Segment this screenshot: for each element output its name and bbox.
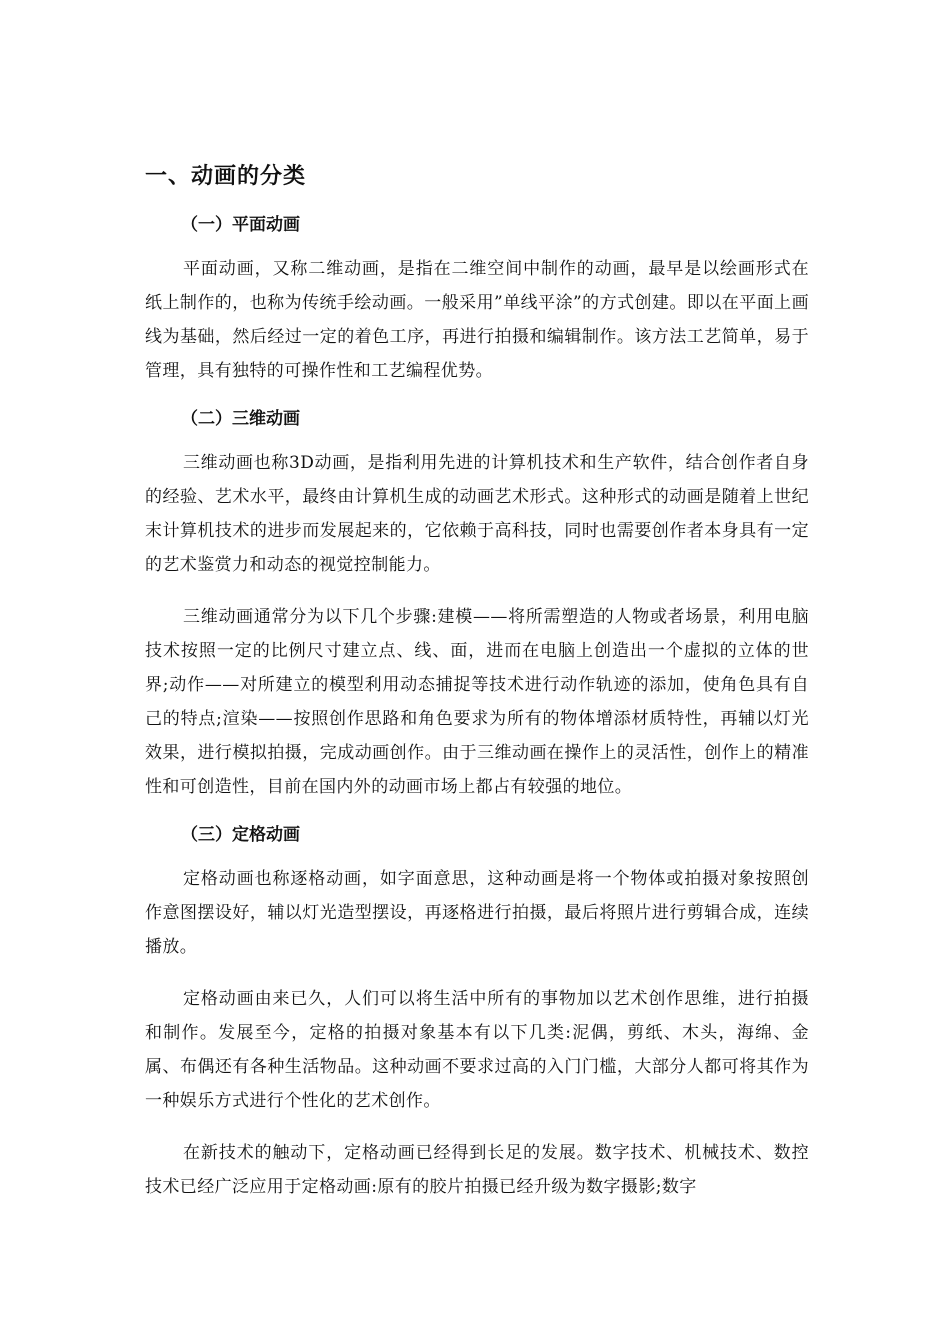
subsection-heading-3d: （二）三维动画 (181, 409, 300, 429)
paragraph-2d-animation: 平面动画，又称二维动画，是指在二维空间中制作的动画，最早是以绘画形式在纸上制作的，也称为传统手绘动画。一般采用”单线平涂”的方式创建。即以在平面上画线为基础，然后经过一定的着色工序，再进行拍摄和编辑制作。该方法工艺简单，易于管理，具有独特的可操作性和工艺编程优势。 (145, 259, 809, 381)
subsection-heading-2d: （一）平面动画 (181, 215, 300, 235)
paragraph-stop-motion-history: 定格动画由来已久，人们可以将生活中所有的事物加以艺术创作思维，进行拍摄和制作。发展至今，定格的拍摄对象基本有以下几类:泥偶，剪纸、木头，海绵、金属、布偶还有各种生活物品。这种动画不要求过高的入门门槛，大部分人都可将其作为一种娱乐方式进行个性化的艺术创作。 (145, 989, 809, 1111)
paragraph-stop-motion-technology: 在新技术的触动下，定格动画已经得到长足的发展。数字技术、机械技术、数控技术已经广泛应用于定格动画:原有的胶片拍摄已经升级为数字摄影;数字 (145, 1143, 809, 1197)
paragraph-3d-definition: 三维动画也称3D动画，是指利用先进的计算机技术和生产软件，结合创作者自身的经验、艺术水平，最终由计算机生成的动画艺术形式。这种形式的动画是随着上世纪末计算机技术的进步而发展起来的，它依赖于高科技，同时也需要创作者本身具有一定的艺术鉴赏力和动态的视觉控制能力。 (145, 453, 809, 575)
paragraph-3d-steps: 三维动画通常分为以下几个步骤:建模——将所需塑造的人物或者场景，利用电脑技术按照一定的比例尺寸建立点、线、面，进而在电脑上创造出一个虚拟的立体的世界;动作——对所建立的模型利用动态捕捉等技术进行动作轨迹的添加，使角色具有自己的特点;渲染——按照创作思路和角色要求为所有的物体增添材质特性，再辅以灯光效果，进行模拟拍摄，完成动画创作。由于三维动画在操作上的灵活性，创作上的精准性和可创造性，目前在国内外的动画市场上都占有较强的地位。 (145, 607, 809, 797)
paragraph-stop-motion-definition: 定格动画也称逐格动画，如字面意思，这种动画是将一个物体或拍摄对象按照创作意图摆设好，辅以灯光造型摆设，再逐格进行拍摄，最后将照片进行剪辑合成，连续播放。 (145, 869, 809, 957)
subsection-heading-stop-motion: （三）定格动画 (181, 825, 300, 845)
section-title: 一、动画的分类 (145, 164, 307, 189)
document-body (145, 162, 809, 1204)
